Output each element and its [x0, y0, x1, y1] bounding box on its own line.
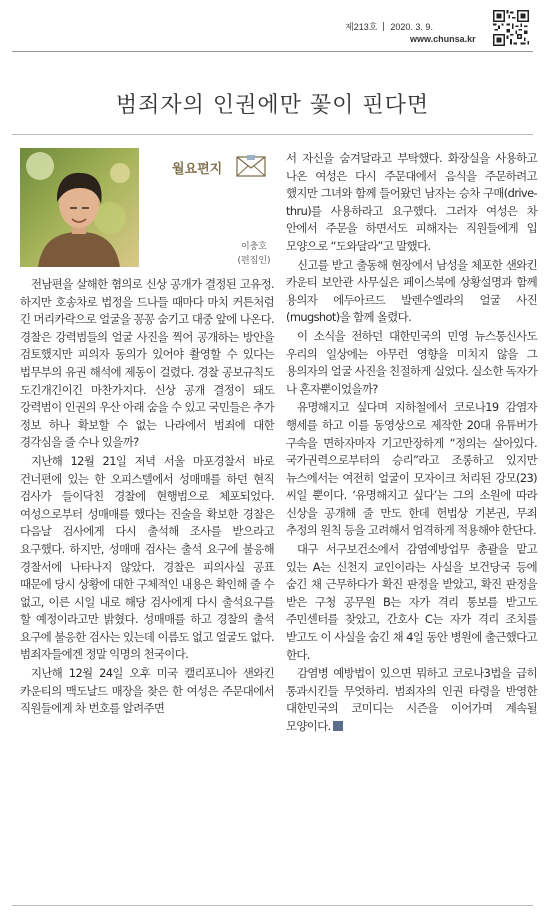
column-name: 월요편지 [172, 162, 223, 177]
footer-rule [12, 905, 533, 906]
author-photo [20, 148, 139, 267]
paragraph: 지난해 12월 24일 오후 미국 캘리포니아 샌와킨 카운티의 맥도날드 매장을 찾은 한 여성은 주문대에서 직원들에게 차 번호를 알려주면 [20, 666, 274, 716]
paragraph: 대구 서구보건소에서 감염예방업무 총괄을 맡고 있는 A는 신천지 교인이라는 사실을 보건당국 등에 숨긴 채 근무하다가 확진 판정을 받았고, 확진 판정을 받은 구청 공무원 B는 자가 격리 통보를 받고도 주민센터를 찾았고, 간호사 C는 자가 격리 조치를 받고도 이 사실을 숨긴 채 4일 동안 병원에 출근했다고 한다. [286, 542, 537, 662]
page-title: 범죄자의 인권에만 꽃이 핀다면 [115, 93, 430, 118]
issue-info [345, 20, 433, 33]
paragraph: 지난해 12월 21일 저녁 서울 마포경찰서 바로 건너편에 있는 한 오피스텔에서 성매매를 하던 현직 검사가 들이닥친 경찰에 현행범으로 체포되었다. 여성으로부터 성매매를 했다는 진술을 확보한 경찰은 다음날 검사에게 다시 출석해 조사를 받으라고 요구했다. 하지만, 성매매 검사는 출석 요구에 불응해 경찰서에 나타나지 않았다. 경찰은 피의사실 공표 때문에 당시 상황에 대한 구체적인 내용은 확인해 줄 수 없고, 이른 시일 내로 해당 검사에게 다시 출석요구를 할 예정이라고만 밝혔다. 성매매를 하고 경찰의 출석 요구에 불응한 검사는 있는데 이름도 없고 얼굴도 없다. 범죄자들에겐 정말 익명의 천국이다. [20, 453, 274, 662]
body-left-column [20, 276, 274, 719]
author-name: 이충호 [240, 242, 268, 252]
issue-date: 2020. 3. 9. [390, 22, 433, 32]
header-rule [12, 51, 533, 52]
site-url[interactable]: www.chunsa.kr [410, 34, 476, 44]
paragraph: 유명해지고 싶다며 지하철에서 코로나19 감염자 행세를 하고 이를 동영상으로 제작한 20대 유튜버가 구속을 면하자마자 기고만장하게 “정의는 살아있다. 국가권력으로부터의 승리”라고 조롱하고 있지만 뉴스에서는 여전히 얼굴이 모자이크 처리된 강모(23) 씨일 뿐이다. ‘유명해지고 싶다’는 그의 소원에 따라 신상을 공개해 줄 만도 한데 헌법상 기본권, 무죄 추정의 원칙 등을 고려해서 엄격하게 적용해야 한단다. [286, 400, 537, 538]
author-byline [232, 240, 276, 268]
qr-code-icon [493, 10, 529, 46]
paragraph: 전남편을 살해한 혐의로 신상 공개가 결정된 고유정. 하지만 호송차로 법정을 드나들 때마다 마치 커튼처럼 긴 머리카락으로 얼굴을 꽁꽁 숨기고 대중 앞에 나온다. 경찰은 강력범들의 얼굴 사진을 찍어 공개하는 방안을 검토했지만 피의자 동의가 있어야 촬영할 수 있다는 법무부의 유권 해석에 제동이 걸렸다. 경찰 공보규칙도 도긴개긴이긴 마찬가지다. 신상 공개 결정이 돼도 강력범이 인권의 우산 아래 숨을 수 있고 국민들은 추가 정보 하나 확보할 수 없는 나라에서 범죄에 대한 경각심을 줄 수나 있을까? [20, 277, 274, 450]
paragraph: 이 소식을 전하던 대한민국의 민영 뉴스통신사도 우리의 일상에는 아무런 영향을 미치지 않을 그 용의자의 얼굴 사진을 친절하게 실었다. 실소한 독자가 나 혼자뿐이었을까? [286, 328, 537, 396]
issue-number: 제213호 [345, 22, 378, 32]
envelope-icon [236, 155, 266, 177]
paragraph-text: 감염병 예방법이 있으면 뭐하고 코로나3법을 급히 통과시킨들 무엇하리. 범죄자의 인권 타령을 반영한 대한민국의 코미디는 시즌을 이어가며 계속될 모양이다. [286, 666, 537, 733]
body-right-column [286, 150, 537, 737]
author-role: (편집인) [237, 256, 271, 266]
closing-paragraph [286, 665, 537, 735]
paragraph: 신고를 받고 출동해 현장에서 남성을 체포한 샌와킨 카운티 보안관 사무실은 페이스북에 상황설명과 함께 용의자 에두아르드 발렌수엘라의 얼굴 사진(mugshot)을 함께 올렸다. [286, 257, 537, 325]
divider [383, 22, 384, 31]
end-mark-icon [333, 721, 343, 731]
title-rule [12, 134, 533, 135]
paragraph: 서 자신을 숨겨달라고 부탁했다. 화장실을 사용하고 나온 여성은 다시 주문대에서 음식을 주문하려고 했지만 그녀와 함께 들어왔던 남자는 승차 구매(drive-thru)를 사용하라고 요구했다. 그러자 여성은 차 안에서 주문을 하면서도 피해자는 직원들에게 입 모양으로 “도와달라”고 말했다. [286, 151, 537, 253]
